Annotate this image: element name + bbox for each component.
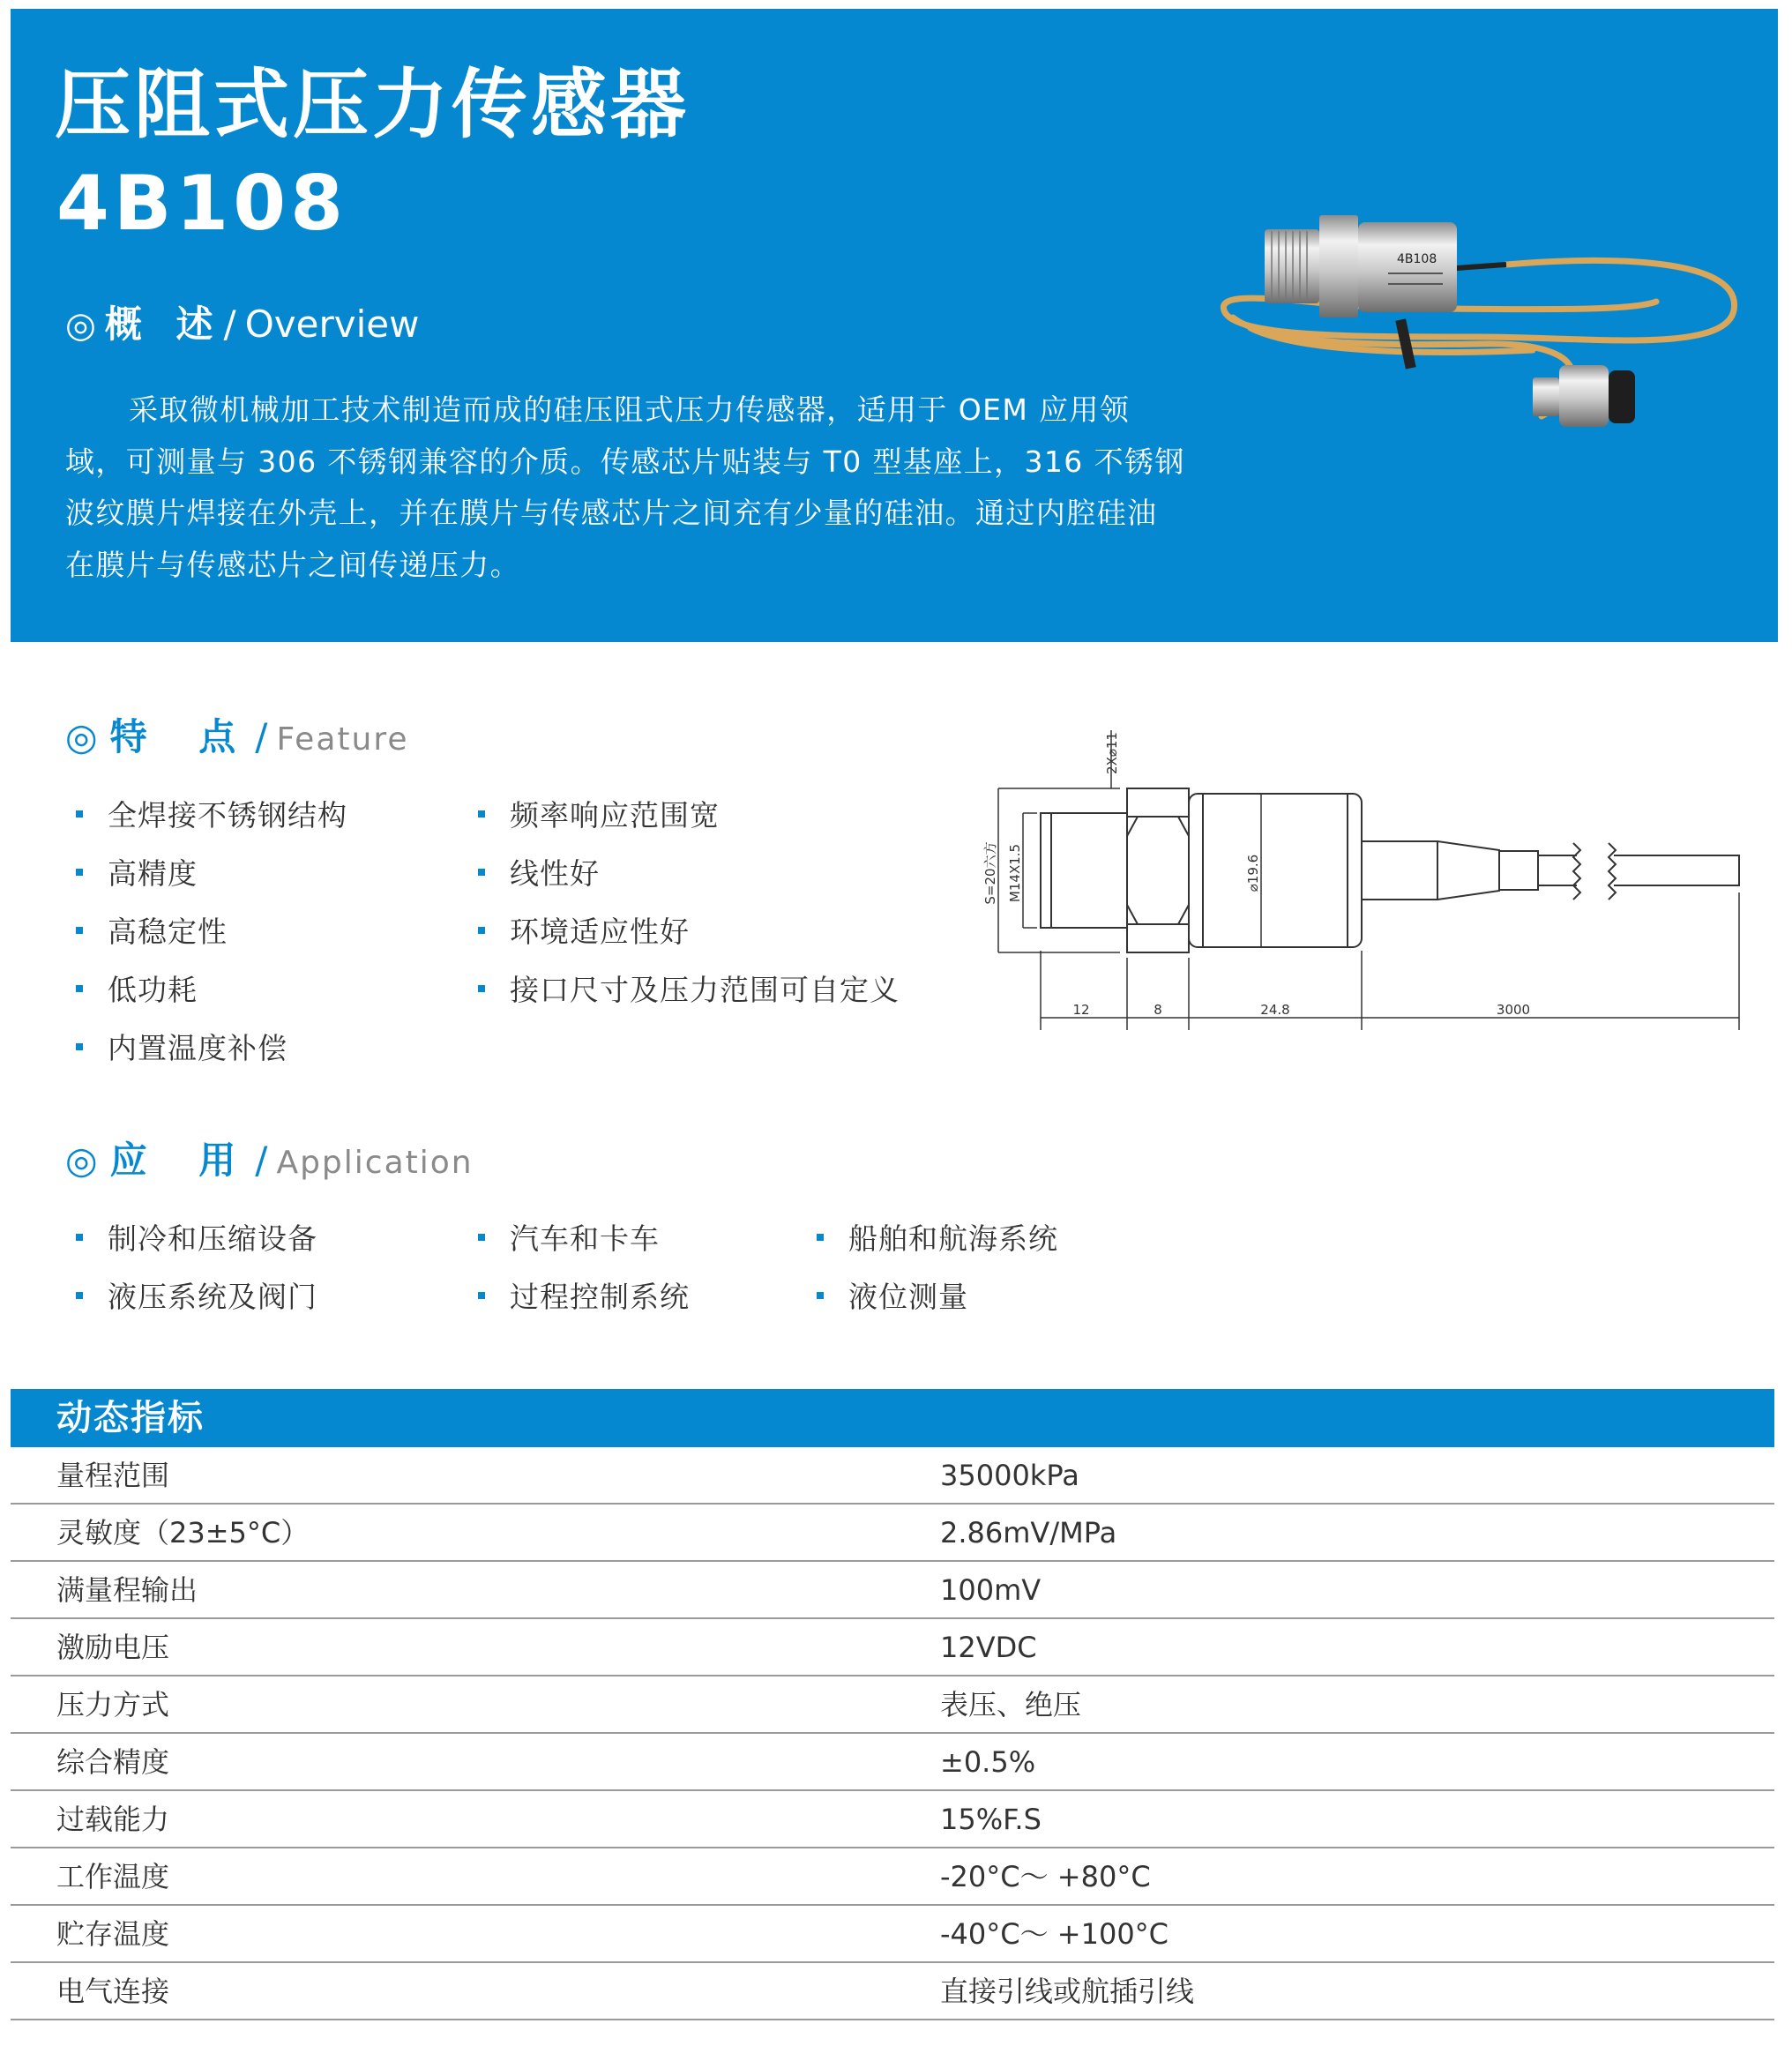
dim-length-fitting: 12 xyxy=(1072,1002,1090,1018)
spec-table-header xyxy=(11,1389,1774,1447)
photo-model-label: 4B108 xyxy=(1397,252,1437,266)
heading-separator: / xyxy=(223,302,236,346)
table-row xyxy=(11,1963,1774,2020)
application-title-cn: 应 用 xyxy=(109,1139,256,1182)
table-row xyxy=(11,1447,1774,1505)
dim-length-body: 24.8 xyxy=(1260,1002,1290,1018)
feature-title-cn: 特 点 xyxy=(109,715,256,758)
spec-label: 满量程输出 xyxy=(56,1573,198,1607)
dimension-drawing xyxy=(970,713,1764,1048)
circle-mark-icon: ◎ xyxy=(65,1139,98,1182)
application-item: 液位测量 xyxy=(817,1277,968,1318)
table-row xyxy=(11,1562,1774,1619)
bullet-icon xyxy=(817,1234,824,1241)
spec-table-title: 动态指标 xyxy=(56,1398,205,1438)
spec-label: 压力方式 xyxy=(56,1688,170,1721)
spec-value: 35000kPa xyxy=(940,1459,1079,1492)
spec-value: -40°C～ +100°C xyxy=(940,1917,1169,1951)
bullet-icon xyxy=(478,869,485,876)
dim-hex-size: S=20六方 xyxy=(982,841,998,905)
feature-item: 线性好 xyxy=(478,854,600,894)
feature-heading xyxy=(65,713,408,765)
table-row xyxy=(11,1791,1774,1848)
table-row xyxy=(11,1676,1774,1734)
spec-value: 表压、绝压 xyxy=(940,1688,1082,1721)
overview-heading xyxy=(65,300,419,350)
dim-thread: M14X1.5 xyxy=(1007,843,1023,903)
application-item: 过程控制系统 xyxy=(478,1277,690,1318)
circle-mark-icon: ◎ xyxy=(65,305,96,346)
product-photo xyxy=(1215,205,1744,457)
bullet-icon xyxy=(478,1234,485,1241)
spec-value: ±0.5% xyxy=(940,1745,1036,1779)
bullet-icon xyxy=(76,1043,83,1050)
table-row xyxy=(11,1848,1774,1906)
product-title: 压阻式压力传感器 xyxy=(55,61,690,149)
bullet-icon xyxy=(76,1292,83,1299)
dim-body-diameter: ⌀19.6 xyxy=(1245,854,1261,892)
heading-separator: / xyxy=(255,1139,268,1182)
spec-value: 2.86mV/MPa xyxy=(940,1516,1117,1549)
spec-label: 量程范围 xyxy=(56,1459,170,1492)
overview-text: 采取微机械加工技术制造而成的硅压阻式压力传感器，适用于 OEM 应用领域，可测量与 306 不锈钢兼容的介质。传感芯片贴装与 T0 型基座上，316 不锈钢波纹膜片焊接在外壳上，并在膜片与传感芯片之间充有少量的硅油。通过内腔硅油在膜片与传感芯片之间传递压力。 xyxy=(65,392,1185,582)
table-row xyxy=(11,1505,1774,1562)
table-row xyxy=(11,1906,1774,1963)
spec-label: 综合精度 xyxy=(56,1745,170,1779)
bullet-icon xyxy=(76,869,83,876)
bullet-icon xyxy=(478,927,485,934)
bullet-icon xyxy=(76,985,83,992)
spec-label: 贮存温度 xyxy=(56,1917,170,1951)
application-item: 制冷和压缩设备 xyxy=(76,1219,317,1259)
feature-item: 高精度 xyxy=(76,854,198,894)
feature-item: 频率响应范围宽 xyxy=(478,795,720,836)
dim-length-hex: 8 xyxy=(1154,1002,1162,1018)
spec-label: 电气连接 xyxy=(56,1975,170,2008)
circle-mark-icon: ◎ xyxy=(65,715,98,758)
dim-length-cable: 3000 xyxy=(1496,1002,1531,1018)
spec-value: 12VDC xyxy=(940,1631,1037,1664)
application-title-en: Application xyxy=(276,1145,474,1181)
feature-item: 内置温度补偿 xyxy=(76,1028,287,1069)
product-model: 4B108 xyxy=(56,160,347,248)
table-row xyxy=(11,1619,1774,1676)
heading-separator: / xyxy=(255,715,268,758)
bullet-icon xyxy=(76,810,83,818)
table-row xyxy=(11,1734,1774,1791)
spec-value: 直接引线或航插引线 xyxy=(940,1975,1195,2008)
spec-label: 激励电压 xyxy=(56,1631,170,1664)
overview-title-en: Overview xyxy=(244,302,420,346)
application-heading xyxy=(65,1136,474,1188)
spec-value: 100mV xyxy=(940,1573,1042,1607)
feature-item: 全焊接不锈钢结构 xyxy=(76,795,347,836)
bullet-icon xyxy=(478,1292,485,1299)
bullet-icon xyxy=(817,1292,824,1299)
application-item: 汽车和卡车 xyxy=(478,1219,660,1259)
bullet-icon xyxy=(76,927,83,934)
application-item: 液压系统及阀门 xyxy=(76,1277,317,1318)
spec-label: 过载能力 xyxy=(56,1803,170,1836)
bullet-icon xyxy=(478,810,485,818)
application-item: 船舶和航海系统 xyxy=(817,1219,1058,1259)
spec-value: -20°C～ +80°C xyxy=(940,1860,1151,1893)
dim-hole: 2X⌀11 xyxy=(1104,732,1120,774)
spec-value: 15%F.S xyxy=(940,1803,1042,1836)
bullet-icon xyxy=(76,1234,83,1241)
feature-item: 环境适应性好 xyxy=(478,912,690,952)
feature-title-en: Feature xyxy=(276,721,409,758)
bullet-icon xyxy=(478,985,485,992)
feature-item: 低功耗 xyxy=(76,970,198,1011)
overview-title-cn: 概 述 xyxy=(104,302,224,346)
feature-item: 接口尺寸及压力范围可自定义 xyxy=(478,970,900,1011)
spec-label: 工作温度 xyxy=(56,1860,170,1893)
spec-label: 灵敏度（23±5°C） xyxy=(56,1516,310,1549)
feature-item: 高稳定性 xyxy=(76,912,228,952)
